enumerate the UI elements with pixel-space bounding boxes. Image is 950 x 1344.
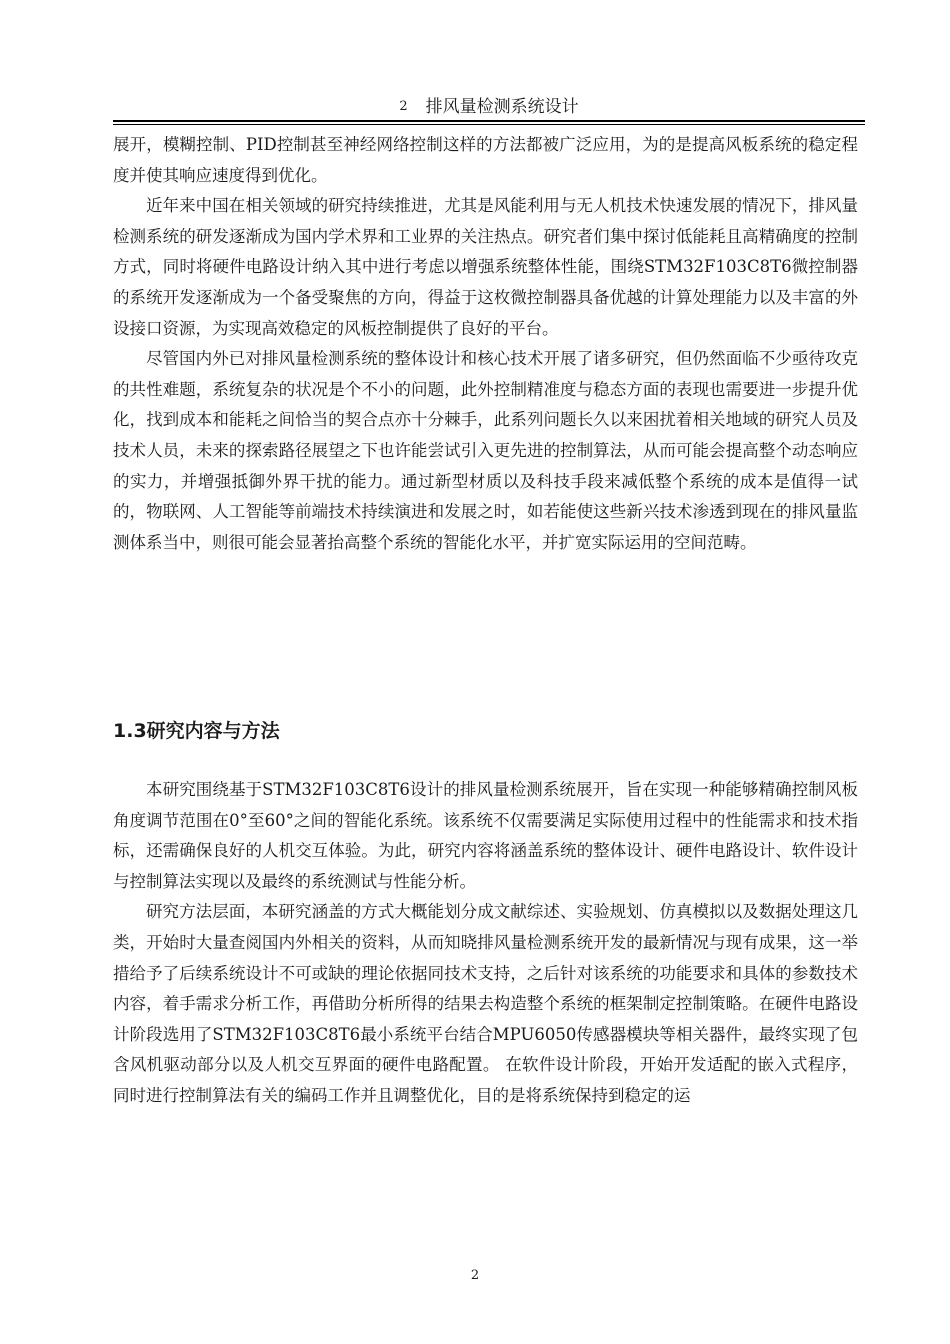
body-top xyxy=(113,130,858,558)
header-title: 排风量检测系统设计 xyxy=(425,97,579,117)
running-header xyxy=(113,96,865,118)
paragraph: 展开，模糊控制、PID控制甚至神经网络控制这样的方法都被广泛应用，为的是提高风板系统的稳定程度并使其响应速度得到优化。 xyxy=(113,135,858,185)
header-page-number: 2 xyxy=(399,99,408,114)
header-rule-thin xyxy=(113,124,865,125)
footer-page-number: 2 xyxy=(470,1268,480,1283)
header-rule-thick xyxy=(113,120,865,122)
body-bottom xyxy=(113,775,858,1112)
section-heading: 1.3研究内容与方法 xyxy=(113,720,280,742)
paragraph: 尽管国内外已对排风量检测系统的整体设计和核心技术开展了诸多研究，但仍然面临不少亟待攻克的共性难题，系统复杂的状况是个不小的问题，此外控制精准度与稳态方面的表现也需要进一步提升优化，找到成本和能耗之间恰当的契合点亦十分棘手，此系列问题长久以来困扰着相关地域的研究人员及技术人员，未来的探索路径展望之下也许能尝试引入更先进的控制算法，从而可能会提高整个动态响应的实力，并增强抵御外界干扰的能力。通过新型材质以及科技手段来减低整个系统的成本是值得一试的，物联网、人工智能等前端技术持续演进和发展之时，如若能使这些新兴技术渗透到现在的排风量监测体系当中，则很可能会显著抬高整个系统的智能化水平，并扩宽实际运用的空间范畴。 xyxy=(113,349,858,552)
paragraph: 本研究围绕基于STM32F103C8T6设计的排风量检测系统展开，旨在实现一种能够精确控制风板角度调节范围在0°至60°之间的智能化系统。该系统不仅需要满足实际使用过程中的性能需求和技术指标，还需确保良好的人机交互体验。为此，研究内容将涵盖系统的整体设计、硬件电路设计、软件设计与控制算法实现以及最终的系统测试与性能分析。 xyxy=(113,780,858,891)
paragraph: 近年来中国在相关领域的研究持续推进，尤其是风能利用与无人机技术快速发展的情况下，排风量检测系统的研发逐渐成为国内学术界和工业界的关注热点。研究者们集中探讨低能耗且高精确度的控制方式，同时将硬件电路设计纳入其中进行考虑以增强系统整体性能，围绕STM32F103C8T6微控制器的系统开发逐渐成为一个备受聚焦的方向，得益于这枚微控制器具备优越的计算处理能力以及丰富的外设接口资源，为实现高效稳定的风板控制提供了良好的平台。 xyxy=(113,196,858,338)
paragraph: 研究方法层面，本研究涵盖的方式大概能划分成文献综述、实验规划、仿真模拟以及数据处理这几类，开始时大量查阅国内外相关的资料，从而知晓排风量检测系统开发的最新情况与现有成果，这一举措给予了后续系统设计不可或缺的理论依据同技术支持，之后针对该系统的功能要求和具体的参数技术内容，着手需求分析工作，再借助分析所得的结果去构造整个系统的框架制定控制策略。在硬件电路设计阶段选用了STM32F103C8T6最小系统平台结合MPU6050传感器模块等相关器件，最终实现了包含风机驱动部分以及人机交互界面的硬件电路配置。 在软件设计阶段，开始开发适配的嵌入式程序，同时进行控制算法有关的编码工作并且调整优化，目的是将系统保持到稳定的运 xyxy=(113,902,858,1105)
